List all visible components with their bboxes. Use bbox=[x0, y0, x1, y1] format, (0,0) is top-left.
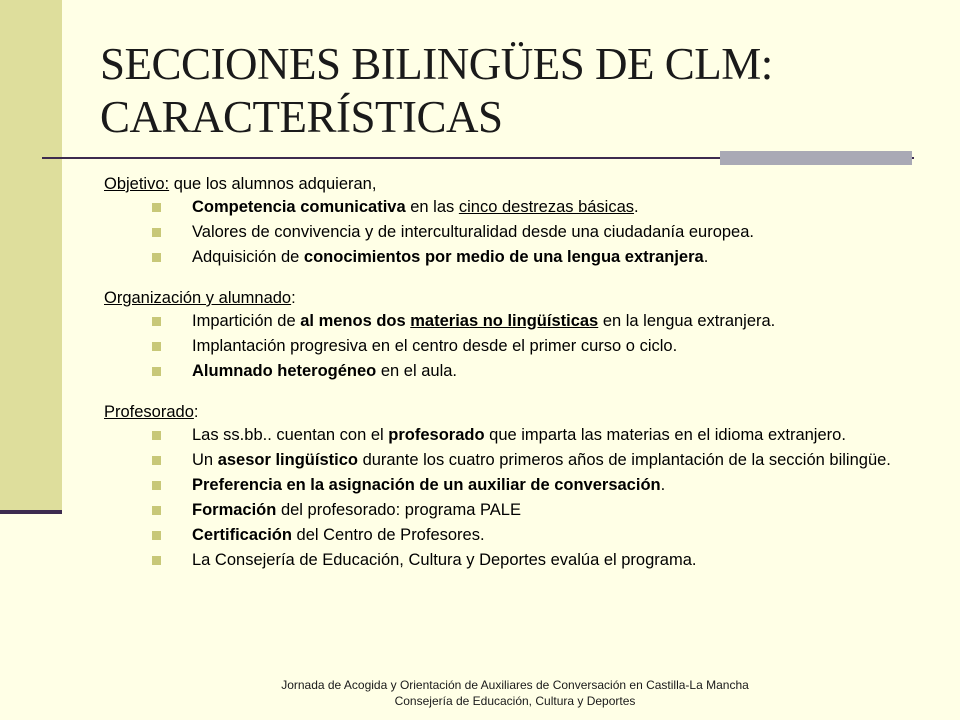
square-bullet-icon bbox=[152, 481, 161, 490]
bold-text: profesorado bbox=[388, 426, 485, 444]
title-line-1: SECCIONES BILINGÜES DE CLM: bbox=[100, 39, 773, 89]
square-bullet-icon bbox=[152, 342, 161, 351]
square-bullet-icon bbox=[152, 317, 161, 326]
bullet-list bbox=[104, 312, 924, 381]
bold-text: conocimientos por medio de una lengua extranjera bbox=[303, 248, 704, 266]
text: que imparta las materias en el idioma extranjero. bbox=[484, 426, 846, 444]
bold-text: Competencia comunicativa bbox=[192, 198, 406, 216]
heading-label: Objetivo: bbox=[104, 175, 170, 193]
text: . bbox=[703, 248, 709, 266]
left-accent-bar-base bbox=[0, 510, 62, 514]
square-bullet-icon bbox=[152, 556, 161, 565]
left-accent-bar bbox=[0, 0, 62, 512]
slide-title bbox=[100, 38, 940, 144]
text: Un bbox=[192, 451, 218, 469]
list-item bbox=[104, 198, 924, 217]
section-profesorado bbox=[104, 403, 924, 570]
square-bullet-icon bbox=[152, 506, 161, 515]
heading-rest: que los alumnos adquieran, bbox=[169, 175, 377, 193]
heading-rest: : bbox=[193, 403, 199, 421]
underlined-text: cinco destrezas básicas bbox=[458, 198, 635, 216]
text: . bbox=[660, 476, 666, 494]
text: del Centro de Profesores. bbox=[291, 526, 485, 544]
heading-label: Profesorado bbox=[104, 403, 194, 421]
bold-text: Preferencia en la asignación de un auxiliar de conversación bbox=[192, 476, 661, 494]
list-item bbox=[104, 312, 924, 331]
title-divider-accent bbox=[720, 151, 912, 165]
list-item bbox=[104, 426, 924, 445]
text: Impartición de bbox=[192, 312, 301, 330]
square-bullet-icon bbox=[152, 531, 161, 540]
heading-rest: : bbox=[291, 289, 296, 307]
text: del profesorado: programa PALE bbox=[276, 501, 521, 519]
square-bullet-icon bbox=[152, 431, 161, 440]
title-line-2: CARACTERÍSTICAS bbox=[100, 92, 503, 142]
list-item bbox=[104, 551, 924, 570]
text: La Consejería de Educación, Cultura y Deportes evalúa el programa. bbox=[192, 551, 697, 569]
text: en la lengua extranjera. bbox=[598, 312, 776, 330]
text: Las ss.bb.. cuentan con el bbox=[192, 426, 389, 444]
bold-text: Alumnado heterogéneo bbox=[192, 362, 377, 380]
footer-line-2: Consejería de Educación, Cultura y Deportes bbox=[394, 694, 636, 708]
section-heading bbox=[104, 403, 924, 422]
square-bullet-icon bbox=[152, 253, 161, 262]
section-objetivo bbox=[104, 175, 924, 267]
heading-label: Organización y alumnado bbox=[104, 289, 292, 307]
bullet-list bbox=[104, 426, 924, 570]
bold-text: asesor lingüístico bbox=[217, 451, 358, 469]
square-bullet-icon bbox=[152, 456, 161, 465]
bold-text: Certificación bbox=[192, 526, 292, 544]
slide-footer bbox=[0, 677, 960, 709]
slide-body bbox=[104, 175, 924, 592]
list-item bbox=[104, 337, 924, 356]
bold-underlined-text: materias no lingüísticas bbox=[410, 312, 599, 330]
text: Adquisición de bbox=[192, 248, 304, 266]
section-heading bbox=[104, 175, 924, 194]
text: en el aula. bbox=[376, 362, 457, 380]
list-item bbox=[104, 223, 924, 242]
square-bullet-icon bbox=[152, 367, 161, 376]
section-organizacion bbox=[104, 289, 924, 381]
section-heading bbox=[104, 289, 924, 308]
text: en las bbox=[405, 198, 459, 216]
text: durante los cuatro primeros años de implantación de la sección bilingüe. bbox=[357, 451, 891, 469]
list-item bbox=[104, 248, 924, 267]
list-item bbox=[104, 451, 924, 470]
bold-text: al menos dos bbox=[300, 312, 411, 330]
text: . bbox=[634, 198, 639, 216]
bold-text: Formación bbox=[192, 501, 277, 519]
text: Valores de convivencia y de interculturalidad desde una ciudadanía europea. bbox=[192, 223, 754, 241]
square-bullet-icon bbox=[152, 203, 161, 212]
text: Implantación progresiva en el centro desde el primer curso o ciclo. bbox=[192, 337, 678, 355]
bullet-list bbox=[104, 198, 924, 267]
list-item bbox=[104, 476, 924, 495]
square-bullet-icon bbox=[152, 228, 161, 237]
list-item bbox=[104, 362, 924, 381]
footer-line-1: Jornada de Acogida y Orientación de Auxiliares de Conversación en Castilla-La Mancha bbox=[281, 678, 749, 692]
list-item bbox=[104, 501, 924, 520]
list-item bbox=[104, 526, 924, 545]
